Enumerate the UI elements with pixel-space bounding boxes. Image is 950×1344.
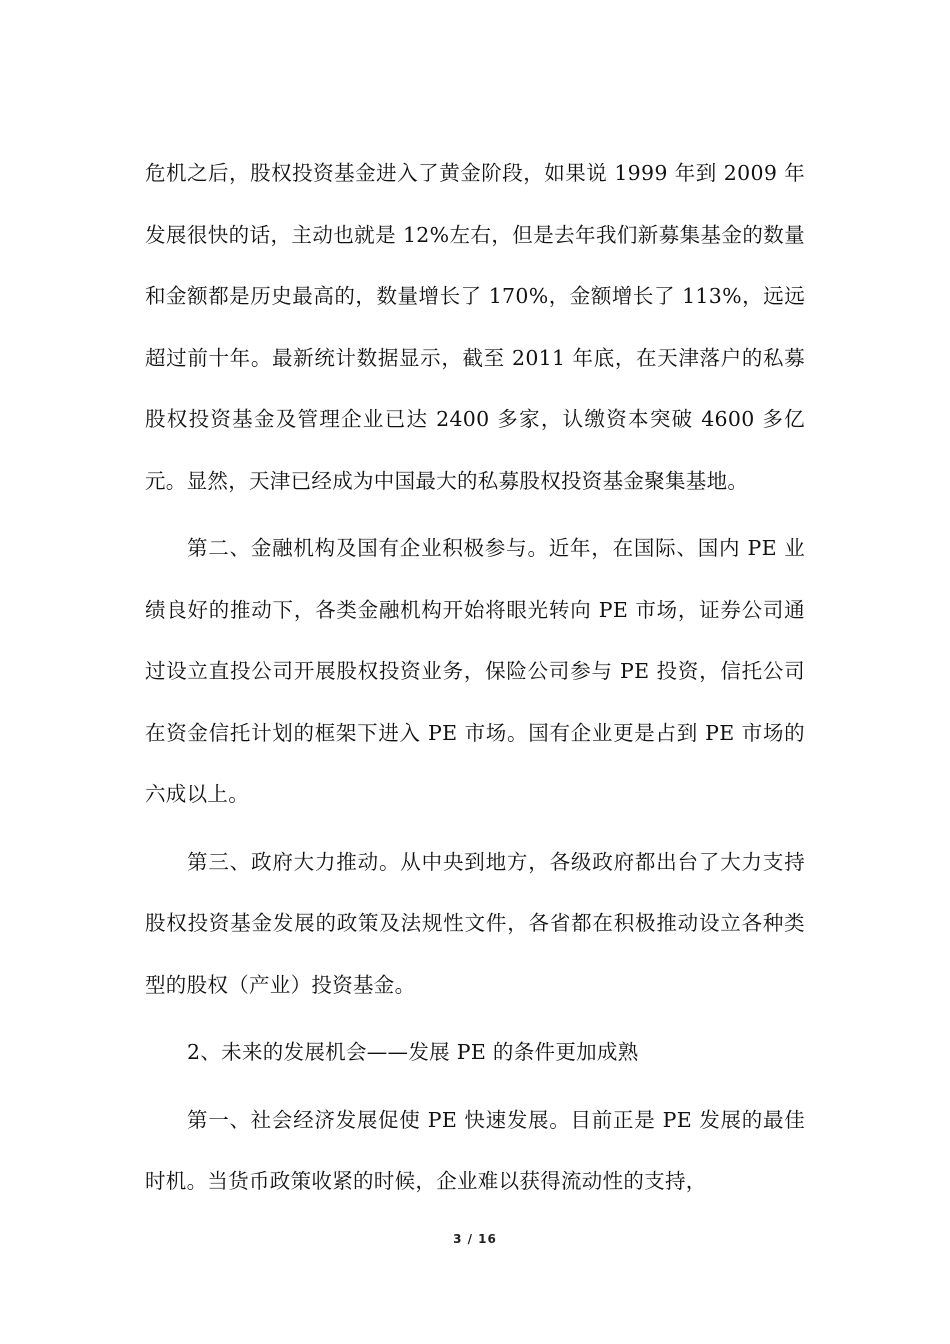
paragraph-2: 第二、金融机构及国有企业积极参与。近年，在国际、国内 PE 业绩良好的推动下，各类金融机构开始将眼光转向 PE 市场，证券公司通过设立直投公司开展股权投资业务，保险公司参与 PE 投资，信托公司在资金信托计划的框架下进入 PE 市场。国有企业更是占到 PE 市场的六成以上。 (145, 536, 805, 806)
paragraph-1: 危机之后，股权投资基金进入了黄金阶段，如果说 1999 年到 2009 年发展很快的话，主动也就是 12%左右，但是去年我们新募集基金的数量和金额都是历史最高的，数量增长了 170%，金额增长了 113%，远远超过前十年。最新统计数据显示，截至 2011 年底，在天津落户的私募股权投资基金及管理企业已达 2400 多家，认缴资本突破 4600 多亿元。显然，天津已经成为中国最大的私募股权投资基金聚集基地。 (145, 161, 805, 493)
document-body (145, 143, 805, 1219)
section-heading: 2、未来的发展机会——发展 PE 的条件更加成熟 (187, 1040, 639, 1064)
page-number: 3 / 16 (453, 1232, 497, 1246)
paragraph-4: 第一、社会经济发展促使 PE 快速发展。目前正是 PE 发展的最佳时机。当货币政策收紧的时候，企业难以获得流动性的支持， (145, 1107, 805, 1193)
paragraph-3: 第三、政府大力推动。从中央到地方，各级政府都出台了大力支持股权投资基金发展的政策及法规性文件，各省都在积极推动设立各种类型的股权（产业）投资基金。 (145, 849, 805, 997)
